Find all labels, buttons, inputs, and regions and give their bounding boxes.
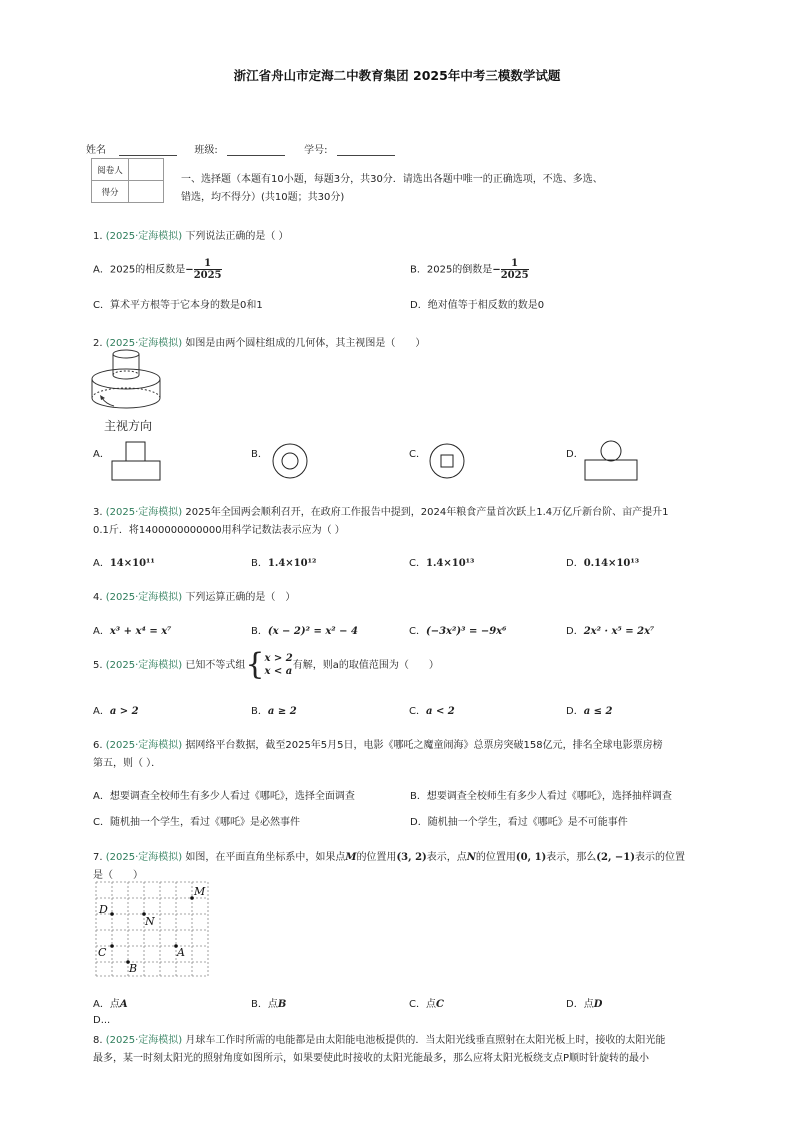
student-info-row [86,141,395,156]
q4-option-a[interactable] [93,622,172,637]
q5-option-b[interactable] [251,702,297,717]
q1-option-b[interactable] [410,258,529,281]
q6-option-c[interactable]: C．随机抽一个学生，看过《哪吒》是必然事件 [93,817,300,828]
stem-text: 下列运算正确的是（ ） [185,592,296,603]
denominator: 2025 [500,270,529,281]
stem-text: 如图，在平面直角坐标系中，如果点 [185,852,346,863]
q3-option-c[interactable] [409,554,474,569]
section-heading-line1: 一、选择题（本题有10小题，每题3分，共30分．请选出各题中唯一的正确选项，不选、多选、 [181,174,603,185]
stem-text: 表示，点 [426,852,467,863]
option-math: (x − 2)² = x² − 4 [267,626,358,637]
option-math: a < 2 [425,706,455,717]
label-a: A [177,946,185,959]
option-letter: D． [566,706,584,717]
q1-option-c[interactable]: C．算术平方根等于它本身的数是0和1 [93,300,263,311]
q2-option-d-label[interactable]: D． [566,449,584,460]
student-id-label: 学号: [304,145,328,156]
inequality-1: x > 2 [264,653,293,664]
question-5-stem [93,647,439,682]
stem-text: 2025年全国两会顺利召开，在政府工作报告中提到，2024年粮食产量首次跃上1.4万亿斤新台阶、亩产提升1 [185,507,669,518]
option-point: C [435,999,444,1010]
label-m: M [194,885,206,898]
option-math: 1.4×10¹² [267,558,317,569]
option-letter: B． [251,706,268,717]
score-table [91,158,164,203]
option-text: D．点 [566,999,594,1010]
question-7-stem-line2: 是（ ） [93,870,143,881]
q5-option-d[interactable] [566,702,612,717]
option-math: 0.14×10¹³ [583,558,640,569]
point-m-symbol: M [345,852,357,863]
source-tag: (2025·定海模拟) [105,740,183,751]
reviewer-cell[interactable] [129,159,164,181]
coordinate-grid-figure [94,880,210,978]
point-n-symbol: N [466,852,476,863]
option-math: 14×10¹¹ [109,558,155,569]
fraction [194,258,222,281]
view-direction-label: 主视方向 [104,419,153,433]
option-letter: B． [251,626,268,637]
stem-text: 已知不等式组 [185,660,246,671]
minus-sign: − [492,264,501,276]
q7-option-c[interactable] [409,995,444,1010]
stem-text: 据网络平台数据，截至2025年5月5日，电影《哪吒之魔童闹海》总票房突破158亿元，排名全球电影票房榜 [185,740,663,751]
option-letter: C． [409,626,426,637]
option-math: 2x² · x⁵ = 2x⁷ [583,626,655,637]
option-letter: A． [93,558,110,569]
option-math: x³ + x⁴ = x⁷ [109,626,172,637]
question-3-stem [93,503,669,518]
label-b: B [129,962,138,975]
q6-option-d[interactable]: D．随机抽一个学生，看过《哪吒》是不可能事件 [410,817,628,828]
q2-option-a-label[interactable]: A． [93,449,110,460]
question-4-stem [93,588,295,603]
query-coordinate: (2, −1) [596,852,635,863]
option-letter: B． [251,558,268,569]
option-point: B [277,999,287,1010]
q1-option-d[interactable]: D．绝对值等于相反数的数是0 [410,300,545,311]
inequality-system [264,652,292,678]
n-coordinate: (0, 1) [515,852,547,863]
question-number: 2. [93,338,103,349]
option-math: 1.4×10¹³ [425,558,475,569]
source-tag: (2025·定海模拟) [105,231,183,242]
option-math: a ≤ 2 [583,706,613,717]
score-label: 得分 [92,181,129,203]
reviewer-label: 阅卷人 [92,159,129,181]
class-field[interactable] [227,145,285,156]
question-number: 3. [93,507,103,518]
student-id-field[interactable] [337,145,395,156]
option-text: B．点 [251,999,278,1010]
section-heading-line2: 错选，均不得分）(共10题；共30分) [181,192,345,203]
stem-text: 的位置用 [356,852,397,863]
q7-extra-text: D... [93,1015,111,1026]
question-3-stem-line2: 0.1斤．将1400000000000用科学记数法表示应为（ ） [93,525,345,536]
minus-sign: − [185,264,194,276]
q4-option-d[interactable] [566,622,654,637]
stem-text: 的位置用 [475,852,516,863]
q2-option-d-figure[interactable] [584,438,640,484]
option-letter: C． [409,706,426,717]
stem-text: 表示，那么 [546,852,597,863]
label-d: D [99,903,108,916]
question-2-stem [93,334,425,349]
question-7-stem [93,848,685,863]
stem-text: 表示的位置 [635,852,685,863]
q7-option-d[interactable] [566,995,602,1010]
fraction [501,258,529,281]
q1-option-a[interactable] [93,258,222,281]
question-number: 6. [93,740,103,751]
question-number: 5. [93,660,103,671]
score-cell[interactable] [129,181,164,203]
option-letter: A． [93,706,110,717]
question-1-stem [93,227,289,242]
option-letter: D． [566,626,584,637]
q5-option-a[interactable] [93,702,139,717]
q2-option-c-label[interactable]: C． [409,449,426,460]
name-field[interactable] [119,145,177,156]
stem-text: 如图是由两个圆柱组成的几何体，其主视图是（ ） [185,338,426,349]
option-letter: C． [409,558,426,569]
question-number: 8. [93,1035,103,1046]
point-c [110,944,114,948]
question-6-stem [93,736,663,751]
denominator: 2025 [193,270,222,281]
q6-option-a[interactable]: A．想要调查全校师生有多少人看过《哪吒》，选择全面调查 [93,791,355,802]
cylinders-figure [88,348,168,412]
q2-option-b-label[interactable]: B． [251,449,268,460]
option-text: B．2025的倒数是 [410,264,493,276]
q3-option-a[interactable] [93,554,155,569]
inequality-2: x < a [264,666,293,677]
question-8-stem [93,1031,665,1046]
option-letter: D． [566,558,584,569]
q2-option-a-figure[interactable] [111,440,163,482]
m-coordinate: (3, 2) [396,852,427,863]
q7-option-a[interactable] [93,995,128,1010]
option-text: C．点 [409,999,436,1010]
point-d [110,912,114,916]
source-tag: (2025·定海模拟) [105,507,183,518]
q4-option-c[interactable] [409,622,507,637]
label-c: C [98,946,107,959]
question-number: 4. [93,592,103,603]
q4-option-b[interactable] [251,622,358,637]
question-number: 7. [93,852,103,863]
option-letter: A． [93,626,110,637]
q3-option-b[interactable] [251,554,316,569]
arrow-head [100,395,105,400]
q3-option-d[interactable] [566,554,639,569]
q7-option-b[interactable] [251,995,286,1010]
option-text: A．2025的相反数是 [93,264,186,276]
option-math: a ≥ 2 [267,706,297,717]
brace-glyph: { [245,647,265,682]
question-8-stem-line2: 最多，某一时刻太阳光的照射角度如图所示，如果要使此时接收的太阳光能最多，那么应将太阳光板绕支点P顺时针旋转的最小 [93,1053,650,1064]
source-tag: (2025·定海模拟) [105,592,183,603]
source-tag: (2025·定海模拟) [105,1035,183,1046]
option-math: (−3x²)³ = −9x⁶ [425,626,507,637]
source-tag: (2025·定海模拟) [105,852,183,863]
option-point: A [119,999,128,1010]
class-label: 班级: [194,145,218,156]
source-tag: (2025·定海模拟) [105,660,183,671]
numerator: 1 [194,258,222,270]
stem-text: 月球车工作时所需的电能都是由太阳能电池板提供的．当太阳光线垂直照射在太阳光板上时，接收的太阳光能 [185,1035,666,1046]
label-n: N [145,915,155,928]
stem-text-end: 有解，则a的取值范围为（ ） [292,660,439,671]
q5-option-c[interactable] [409,702,455,717]
option-text: A．点 [93,999,120,1010]
numerator: 1 [501,258,529,270]
page-title: 浙江省舟山市定海二中教育集团 2025年中考三模数学试题 [233,68,561,83]
question-number: 1. [93,231,103,242]
q6-option-b[interactable]: B．想要调查全校师生有多少人看过《哪吒》，选择抽样调查 [410,791,672,802]
option-point: D [593,999,603,1010]
source-tag: (2025·定海模拟) [105,338,183,349]
q2-option-b-figure[interactable] [271,442,309,480]
name-label: 姓名 [86,145,106,156]
q2-option-c-figure[interactable] [427,442,467,480]
question-6-stem-line2: 第五，则（ ）． [93,758,162,769]
stem-text: 下列说法正确的是（ ） [185,231,289,242]
option-math: a > 2 [109,706,139,717]
